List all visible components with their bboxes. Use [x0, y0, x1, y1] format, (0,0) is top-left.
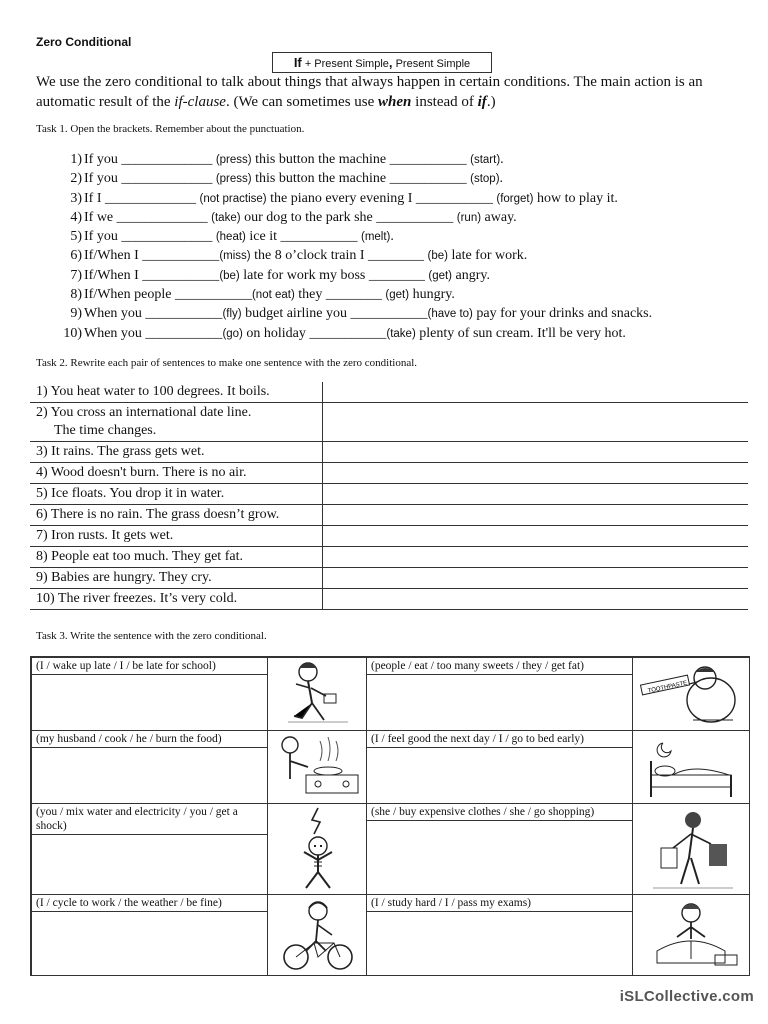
- task2-sentence: 3) It rains. The grass gets wet.: [36, 444, 205, 459]
- formula-present-simple-2: Present Simple: [392, 58, 471, 70]
- verb-hint: (run): [456, 211, 482, 224]
- running-late-icon: [268, 658, 366, 730]
- item-number: 10): [63, 325, 82, 341]
- task1-item: [58, 246, 652, 265]
- task1-item: [58, 324, 652, 343]
- formula-comma: ,: [388, 55, 393, 70]
- verb-hint: (be): [219, 269, 240, 282]
- sweets-man-picture: [632, 657, 750, 731]
- item-text: If you _____________: [84, 229, 216, 245]
- task2-row: [30, 484, 748, 505]
- verb-hint: (heat): [215, 231, 246, 244]
- task3-grid: [30, 656, 750, 976]
- task3-prompt: (my husband / cook / he / burn the food): [32, 731, 267, 748]
- task2-answer-cell[interactable]: [323, 505, 749, 526]
- item-text: hungry.: [409, 287, 455, 303]
- task1-item: [58, 304, 652, 323]
- task3-prompt: (I / wake up late / I / be late for school): [32, 658, 267, 675]
- task2-sentence-pair: [30, 382, 323, 403]
- item-text: If/When I ___________: [84, 248, 220, 264]
- item-text: they ________: [294, 287, 386, 303]
- item-number: 6): [70, 248, 82, 264]
- burning-food-icon: [268, 731, 366, 803]
- formula-present-simple-1: + Present Simple: [301, 58, 389, 70]
- verb-hint: (melt): [360, 231, 391, 244]
- task2-sentence: 5) Ice floats. You drop it in water.: [36, 486, 225, 501]
- item-number: 5): [70, 229, 82, 245]
- item-text: If you _____________: [84, 171, 216, 187]
- task2-row: [30, 547, 748, 568]
- task2-answer-cell[interactable]: [323, 463, 749, 484]
- task1-item: [58, 189, 652, 208]
- intro-em-if-clause: if-clause: [174, 94, 226, 110]
- task2-row: [30, 568, 748, 589]
- task3-cell[interactable]: [366, 730, 633, 804]
- item-text: this button the machine ___________: [251, 171, 471, 187]
- item-text: pay for your drinks and snacks.: [472, 306, 653, 322]
- item-text: angry.: [452, 267, 490, 283]
- verb-hint: (take): [386, 327, 416, 340]
- task2-row: [30, 505, 748, 526]
- item-text: budget airline you ___________: [241, 306, 428, 322]
- task2-sentence-pair: [30, 442, 323, 463]
- task3-cell[interactable]: [366, 657, 633, 731]
- cooking-picture: [267, 730, 367, 804]
- item-text: plenty of sun cream. It'll be very hot.: [415, 325, 626, 341]
- item-text: .: [499, 171, 504, 187]
- task2-sentence-pair: [30, 505, 323, 526]
- item-number: 7): [70, 267, 82, 283]
- verb-hint: (get): [385, 289, 410, 302]
- task2-row: [30, 442, 748, 463]
- toothpaste-eater-icon: [633, 658, 749, 730]
- formula-box: [272, 52, 492, 73]
- task1-list: [58, 150, 652, 343]
- task2-answer-cell[interactable]: [323, 547, 749, 568]
- intro-paragraph: [36, 72, 736, 112]
- item-text: If we _____________: [84, 209, 212, 225]
- task2-row: [30, 526, 748, 547]
- task2-sentence-pair: [30, 484, 323, 505]
- item-text: If you _____________: [84, 152, 216, 167]
- task2-sentence: 6) There is no rain. The grass doesn’t grow.: [36, 507, 280, 522]
- item-text: .: [500, 152, 504, 167]
- task3-prompt: (I / feel good the next day / I / go to bed early): [367, 731, 632, 748]
- intro-text: .): [486, 94, 496, 110]
- bed-picture: [632, 730, 750, 804]
- site-watermark: iSLCollective.com: [619, 988, 754, 1005]
- task3-cell[interactable]: [31, 730, 268, 804]
- verb-hint: (not practise): [199, 192, 267, 205]
- item-number: 9): [70, 306, 82, 322]
- task2-heading: Task 2. Rewrite each pair of sentences to make one sentence with the zero conditional.: [36, 357, 418, 369]
- shopping-picture: [632, 803, 750, 895]
- task1-item: [58, 285, 652, 304]
- item-number: 4): [70, 209, 82, 225]
- verb-hint: (press): [215, 173, 252, 186]
- item-text: how to play it.: [533, 190, 618, 206]
- task2-sentence: 10) The river freezes. It’s very cold.: [36, 591, 238, 606]
- task2-sentence-pair: [30, 568, 323, 589]
- task1-item: [58, 150, 652, 169]
- intro-text: instead of: [411, 94, 478, 110]
- task2-sentence-pair: [30, 547, 323, 568]
- verb-hint: (stop): [470, 173, 500, 186]
- formula-if: If: [293, 55, 302, 70]
- task2-sentence-pair: [30, 463, 323, 484]
- verb-hint: (go): [222, 327, 243, 340]
- task1-heading: Task 1. Open the brackets. Remember about the punctuation.: [36, 123, 305, 135]
- verb-hint: (not eat): [251, 289, 295, 302]
- sleeping-bed-icon: [633, 731, 749, 803]
- shock-picture: [267, 803, 367, 895]
- task3-prompt: (she / buy expensive clothes / she / go shopping): [367, 804, 632, 821]
- electric-shock-icon: [268, 804, 366, 894]
- bicycle-boy-icon: [268, 895, 366, 975]
- task2-answer-cell[interactable]: [323, 484, 749, 505]
- study-picture: [632, 894, 750, 976]
- task3-cell[interactable]: [31, 803, 268, 895]
- task2-sentence-pair: [30, 589, 323, 610]
- intro-em-when: when: [378, 94, 412, 110]
- task1-item: [58, 169, 652, 188]
- shopping-woman-icon: [633, 804, 749, 894]
- item-text: When you ___________: [84, 325, 223, 341]
- item-text: the 8 o’clock train I ________: [250, 248, 428, 264]
- task1-item: [58, 266, 652, 285]
- intro-text: . (We can sometimes use: [225, 94, 379, 110]
- task2-sentence: 4) Wood doesn't burn. There is no air.: [36, 465, 247, 480]
- item-text: our dog to the park she ___________: [240, 209, 457, 225]
- item-text: away.: [481, 209, 517, 225]
- item-text: If/When people ___________: [84, 287, 252, 303]
- task2-answer-cell[interactable]: [323, 382, 749, 403]
- task3-cell[interactable]: [31, 657, 268, 731]
- verb-hint: (press): [215, 154, 252, 166]
- item-text: .: [390, 229, 394, 245]
- task2-sentence-pair: [30, 526, 323, 547]
- task3-prompt: (I / cycle to work / the weather / be fine): [32, 895, 267, 912]
- item-text: this button the machine ___________: [251, 152, 471, 167]
- task3-heading: Task 3. Write the sentence with the zero conditional.: [36, 630, 267, 642]
- task3-cell[interactable]: [366, 894, 633, 976]
- task2-row: [30, 589, 748, 610]
- task3-prompt: (I / study hard / I / pass my exams): [367, 895, 632, 912]
- verb-hint: (forget): [496, 192, 534, 205]
- task2-sentence: 2) You cross an international date line.: [36, 405, 252, 420]
- task1-item: [58, 208, 652, 227]
- task2-answer-cell[interactable]: [323, 526, 749, 547]
- verb-hint: (get): [428, 269, 453, 282]
- task2-sentence: 1) You heat water to 100 degrees. It boils.: [36, 384, 270, 399]
- item-text: late for work my boss ________: [239, 267, 429, 283]
- verb-hint: (have to): [427, 308, 473, 321]
- item-text: If I _____________: [84, 190, 200, 206]
- cycling-picture: [267, 894, 367, 976]
- verb-hint: (start): [470, 154, 501, 166]
- item-text: When you ___________: [84, 306, 223, 322]
- intro-text: We use the zero conditional to talk about things that always happen in certain conditions. The main action is an automatic result of the: [36, 74, 703, 110]
- task2-row: [30, 463, 748, 484]
- item-number: 2): [70, 171, 82, 187]
- task2-sentence-pair: [30, 403, 323, 442]
- late-boy-picture: [267, 657, 367, 731]
- item-text: If/When I ___________: [84, 267, 220, 283]
- item-text: late for work.: [447, 248, 528, 264]
- task2-sentence: 9) Babies are hungry. They cry.: [36, 570, 212, 585]
- task3-prompt: (you / mix water and electricity / you / get a shock): [32, 804, 267, 835]
- item-number: 8): [70, 287, 82, 303]
- item-number: 3): [70, 190, 82, 206]
- task2-answer-cell[interactable]: [323, 442, 749, 463]
- item-number: 1): [70, 152, 82, 167]
- toothpaste-label: TOOTHPASTE: [647, 680, 688, 695]
- item-text: the piano every evening I ___________: [266, 190, 497, 206]
- task2-row: [30, 382, 748, 403]
- task2-table: [30, 382, 748, 610]
- verb-hint: (take): [211, 211, 241, 224]
- task2-sentence: 7) Iron rusts. It gets wet.: [36, 528, 174, 543]
- intro-em-if: if: [477, 94, 487, 110]
- task3-prompt: (people / eat / too many sweets / they / get fat): [367, 658, 632, 675]
- task2-row: [30, 403, 748, 442]
- task3-cell[interactable]: [366, 803, 633, 895]
- page-title: Zero Conditional: [36, 35, 132, 49]
- studying-student-icon: [633, 895, 749, 975]
- task2-answer-cell[interactable]: [323, 568, 749, 589]
- task1-item: [58, 227, 652, 246]
- task2-sentence: 8) People eat too much. They get fat.: [36, 549, 243, 564]
- task2-answer-cell[interactable]: [323, 403, 749, 442]
- task3-cell[interactable]: [31, 894, 268, 976]
- verb-hint: (fly): [222, 308, 242, 321]
- verb-hint: (be): [427, 250, 448, 263]
- task2-sentence: The time changes.: [54, 423, 157, 438]
- item-text: ice it ___________: [245, 229, 361, 245]
- verb-hint: (miss): [219, 250, 251, 263]
- item-text: on holiday ___________: [242, 325, 387, 341]
- task2-answer-cell[interactable]: [323, 589, 749, 610]
